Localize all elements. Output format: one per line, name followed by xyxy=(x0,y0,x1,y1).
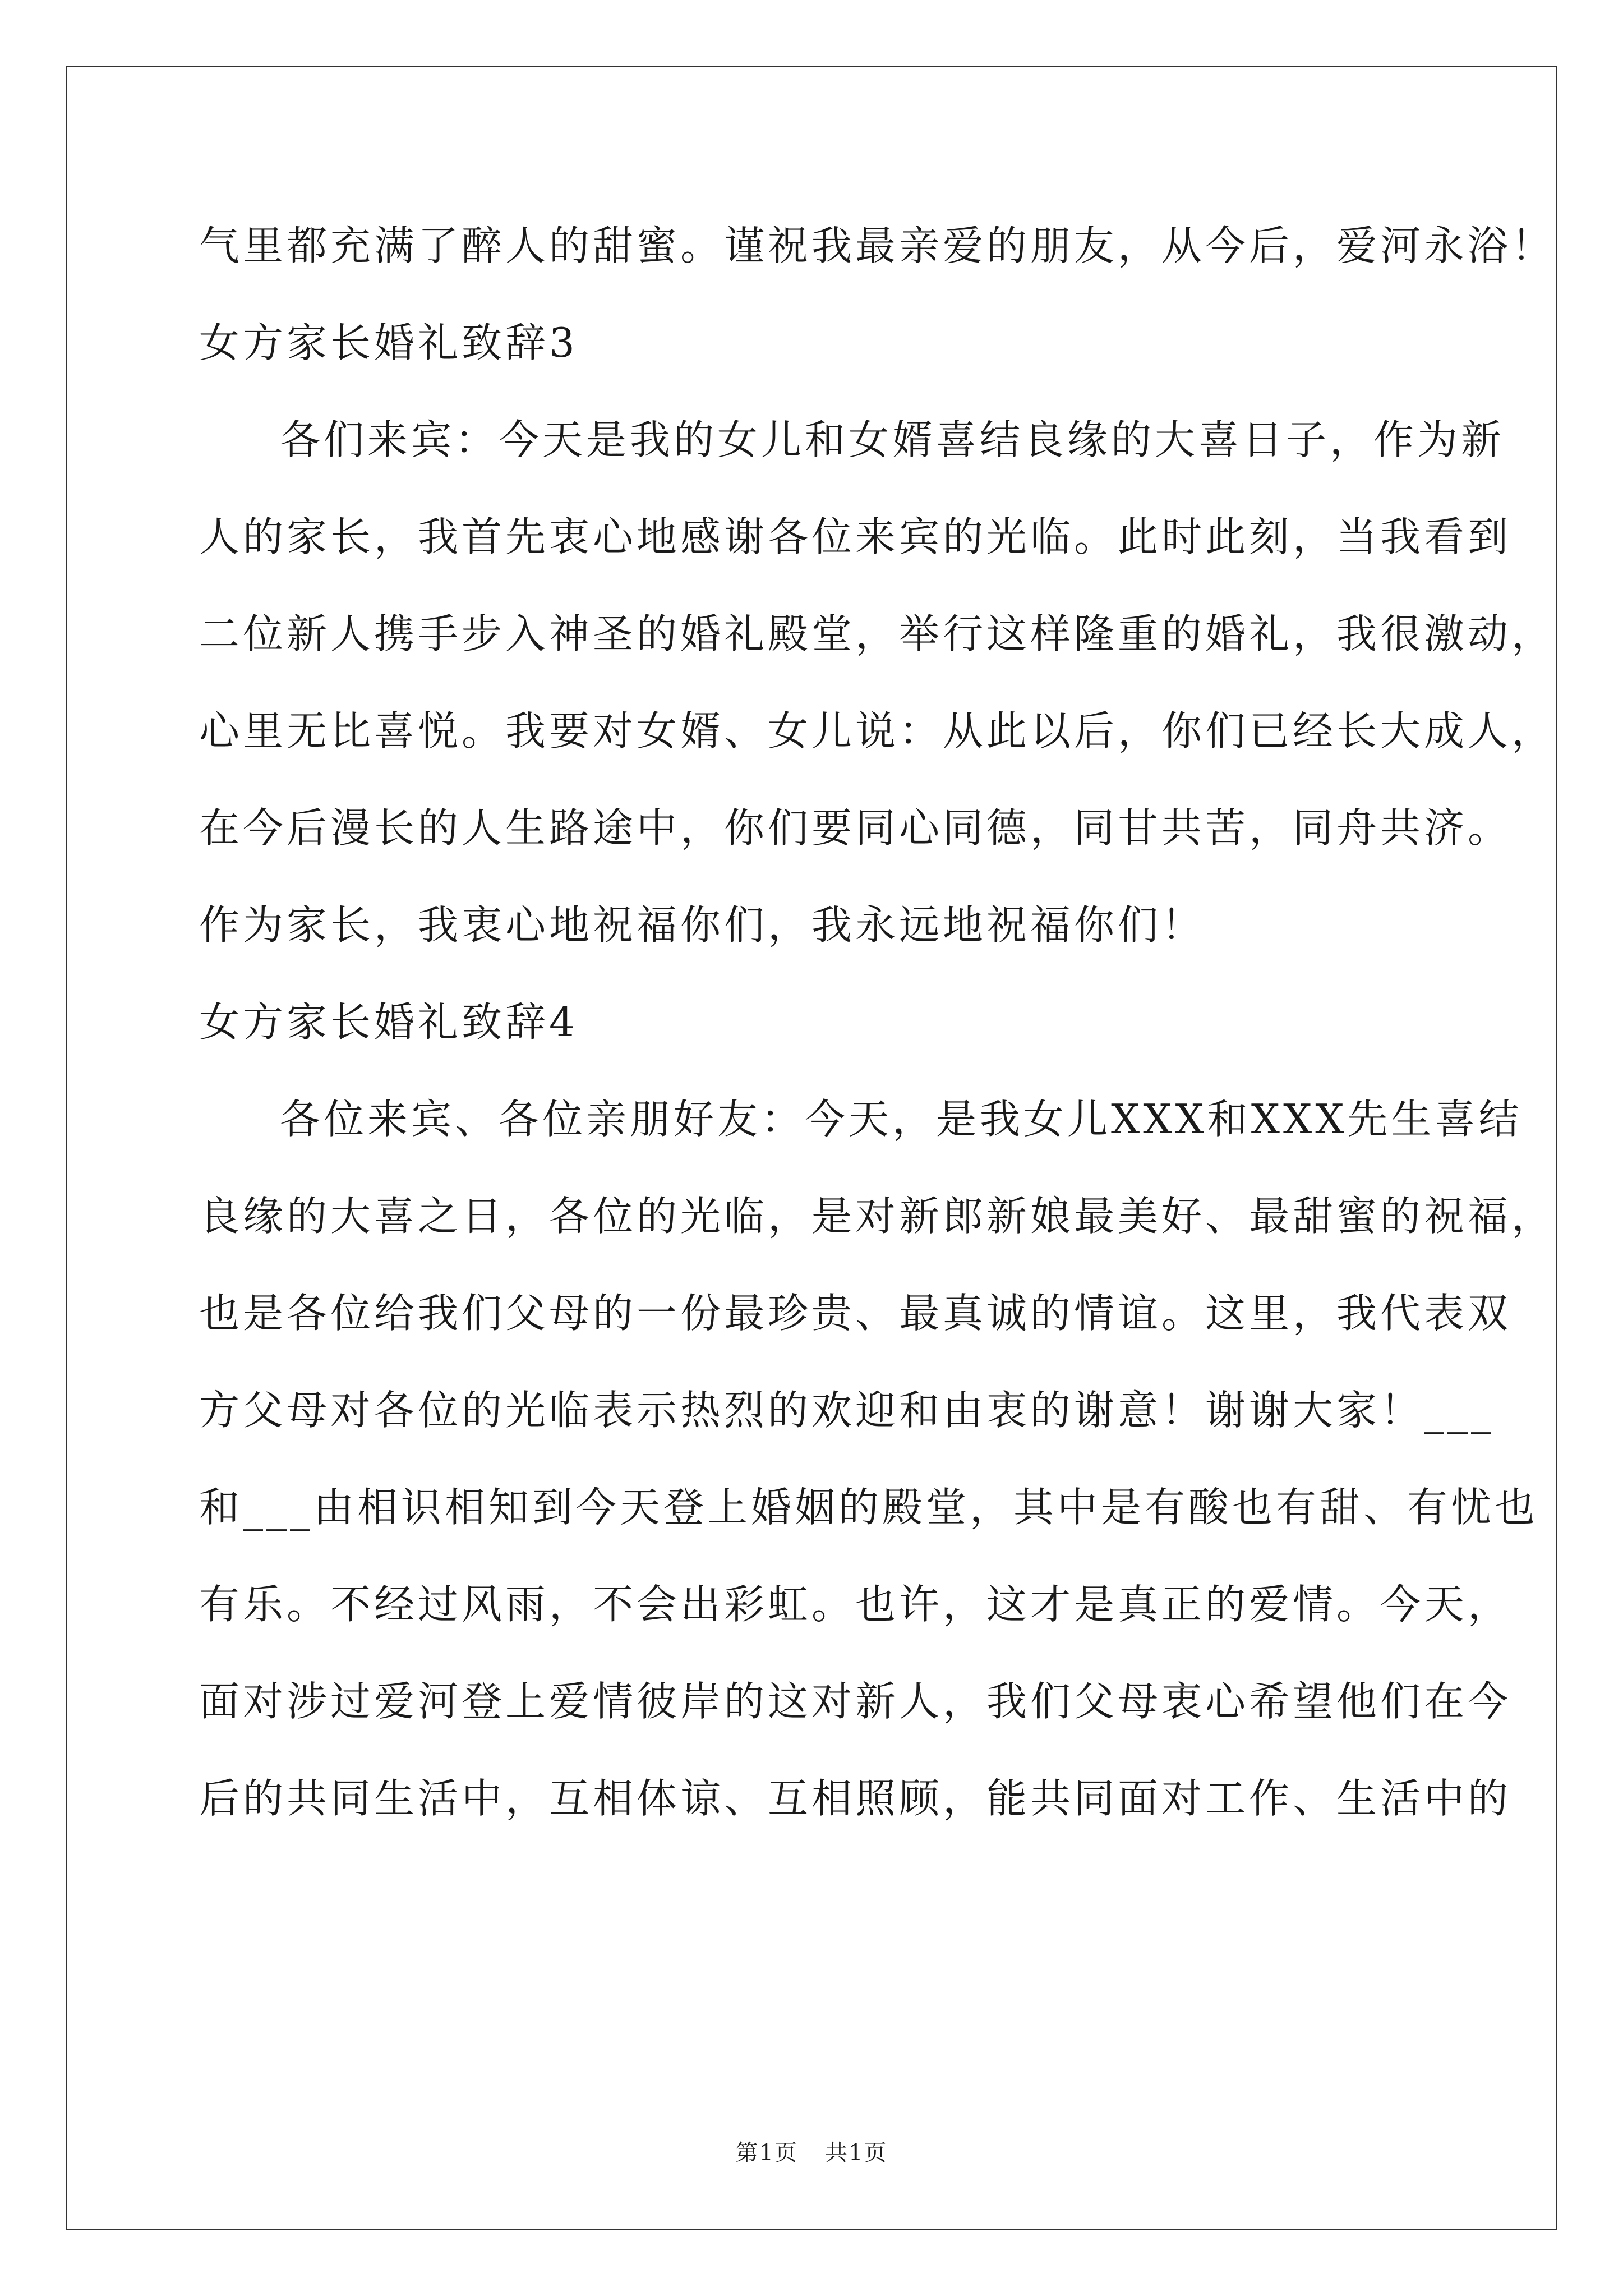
text-line: 二位新人携手步入神圣的婚礼殿堂，举行这样隆重的婚礼，我很激动， xyxy=(199,610,1556,657)
document-body xyxy=(199,197,1556,1847)
text-line: 也是各位给我们父母的一份最珍贵、最真诚的情谊。这里，我代表双 xyxy=(199,1290,1512,1337)
text-line: 有乐。不经过风雨，不会出彩虹。也许，这才是真正的爱情。今天， xyxy=(199,1581,1512,1628)
text-line: 人的家长，我首先衷心地感谢各位来宾的光临。此时此刻，当我看到 xyxy=(199,513,1512,560)
text-line: 良缘的大喜之日，各位的光临，是对新郎新娘最美好、最甜蜜的祝福， xyxy=(199,1193,1556,1240)
page-total: 共1页 xyxy=(825,2140,888,2166)
text-line: 心里无比喜悦。我要对女婿、女儿说：从此以后，你们已经长大成人， xyxy=(199,707,1556,754)
section-heading: 女方家长婚礼致辞3 xyxy=(199,319,578,366)
text-line: 和___由相识相知到今天登上婚姻的殿堂，其中是有酸也有甜、有忧也 xyxy=(199,1484,1539,1531)
text-line: 方父母对各位的光临表示热烈的欢迎和由衷的谢意！谢谢大家！___ xyxy=(199,1387,1495,1434)
text-line: 后的共同生活中，互相体谅、互相照顾，能共同面对工作、生活中的 xyxy=(199,1775,1512,1822)
section-heading: 女方家长婚礼致辞4 xyxy=(199,999,578,1046)
text-line: 作为家长，我衷心地祝福你们，我永远地祝福你们！ xyxy=(199,901,1206,949)
text-line: 各们来宾：今天是我的女儿和女婿喜结良缘的大喜日子，作为新 xyxy=(280,416,1505,463)
page-number: 第1页 xyxy=(735,2140,798,2166)
page-footer xyxy=(0,2136,1623,2170)
text-line: 各位来宾、各位亲朋好友：今天，是我女儿XXX和XXX先生喜结 xyxy=(280,1096,1523,1143)
text-line: 在今后漫长的人生路途中，你们要同心同德，同甘共苦，同舟共济。 xyxy=(199,804,1512,852)
text-line: 面对涉过爱河登上爱情彼岸的这对新人，我们父母衷心希望他们在今 xyxy=(199,1678,1512,1725)
text-line: 气里都充满了醉人的甜蜜。谨祝我最亲爱的朋友，从今后，爱河永浴！ xyxy=(199,222,1556,269)
